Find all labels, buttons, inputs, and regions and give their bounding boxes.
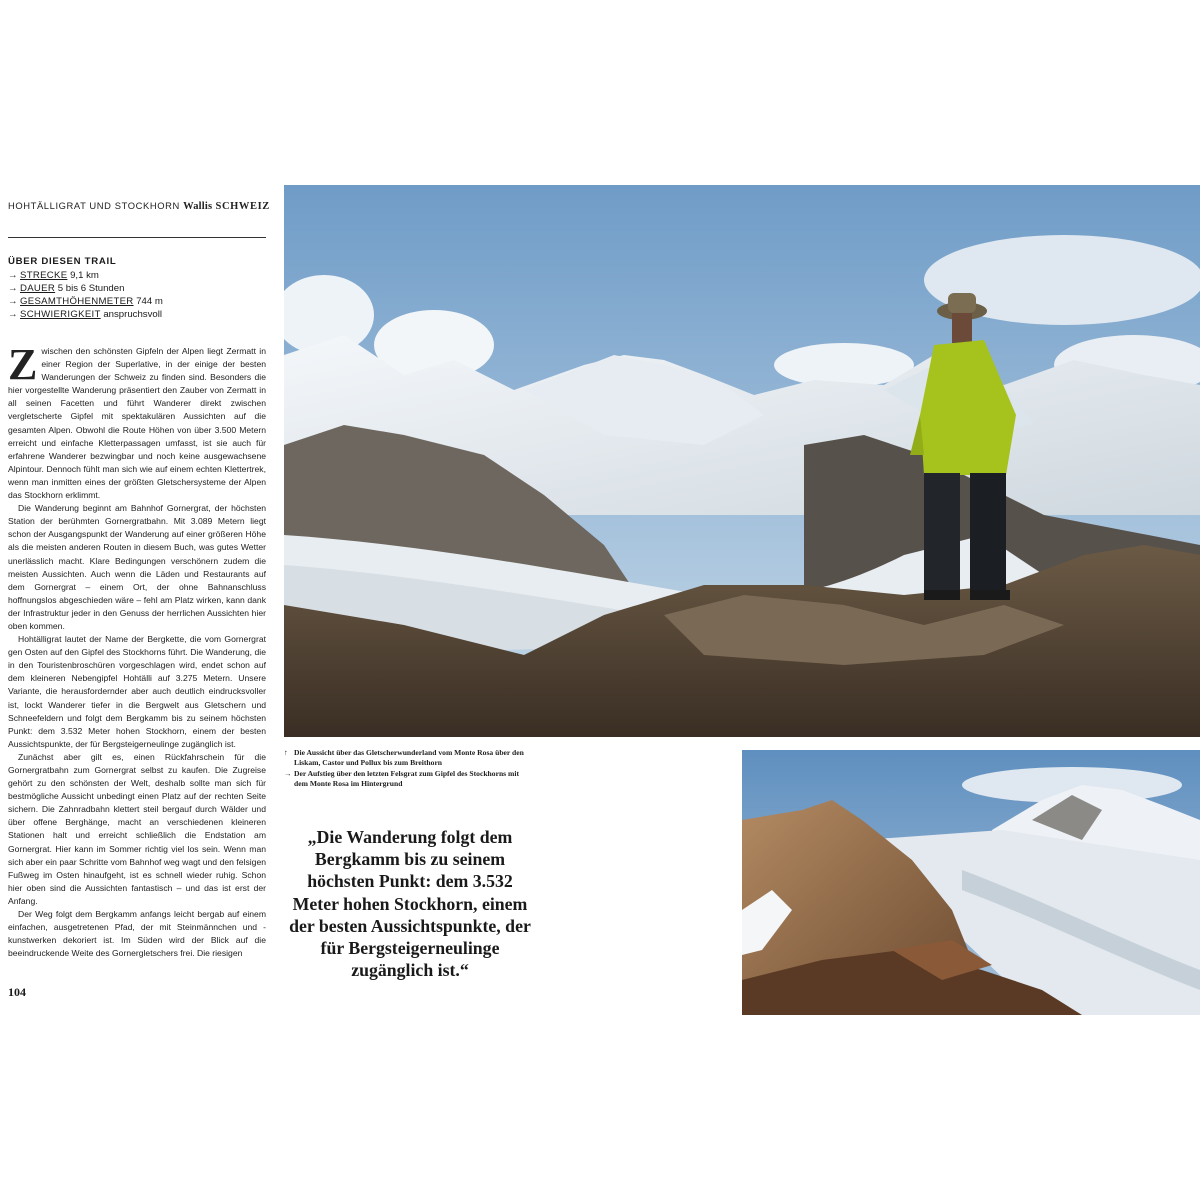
- trail-info-key: GESAMTHÖHENMETER: [20, 296, 134, 307]
- header-route: HOHTÄLLIGRAT UND STOCKHORN: [8, 200, 180, 211]
- main-photo-glacier-panorama: [284, 185, 1200, 737]
- body-paragraph: Zunächst aber gilt es, einen Rückfahrschein für die Gornergratbahn zum Gornergrat selbst zu kaufen. Die Zugreise gehört zu den schönsten der Welt, deshalb sollte man sich für bestmögliche Aussicht unbedingt einen Platz auf der rechten Seite sichern. Die Zahnradbahn klettert steil bergauf durch Wälder und über offene Berghänge, macht an verschiedenen kleineren Stationen halt und erreicht schließlich die Endstation am Gornergrat. Hier kann im Sommer richtig viel los sein. Wenn man sich aber ein paar Schritte vom Bahnhof weg wagt und den felsigen Fußweg im Osten hinaufgeht, ist es schnell wieder ruhig. Schon hier oben sind die Aussichten fantastisch – und das ist erst der Anfang.: [8, 751, 266, 906]
- photo-captions: [284, 748, 534, 790]
- secondary-photo-illustration: [742, 750, 1200, 1015]
- trail-info-row: [8, 295, 266, 308]
- arrow-right-icon: →: [8, 309, 18, 320]
- arrow-right-icon: →: [8, 296, 18, 307]
- arrow-up-icon: ↑: [284, 748, 288, 757]
- body-paragraph: Der Weg folgt dem Bergkamm anfangs leicht bergab auf einem einfachen, ausgetretenen Pfad, der mit Steinmännchen und -kunstwerken dekoriert ist. Im Süden wird der Blick auf die beeindruckende Weite des Gornergletschers frei. Die riesigen: [8, 909, 266, 959]
- arrow-right-icon: →: [8, 283, 18, 294]
- article-body: [8, 345, 266, 967]
- body-paragraph: [8, 345, 266, 502]
- body-paragraph: Die Wanderung beginnt am Bahnhof Gornergrat, der höchsten Station der berühmten Gornergratbahn. Mit 3.089 Metern liegt schon der Ausgangspunkt der Wanderung auf einer größeren Höhe als die meisten anderen Routen in diesem Buch, was gutes Wetter unerlässlich macht. Klare Bedingungen verschönern zudem die meisten Aussichten. Auch wenn die Läden und Restaurants auf dem Gornergrat – einem Ort, der ohne Bahnanschluss hoffnungslos abgeschieden wäre – fehl am Platz wirken, kann dank der Infrastruktur jeder in den Genuss der herrlichen Aussichten hier oben kommen.: [8, 503, 266, 631]
- running-header: [8, 200, 270, 212]
- trail-info-row: [8, 308, 266, 321]
- trail-info-value: anspruchsvoll: [103, 309, 162, 320]
- caption: [284, 748, 534, 769]
- drop-cap: Z: [8, 345, 38, 389]
- header-rule: [8, 237, 266, 238]
- page-number: 104: [8, 985, 26, 999]
- arrow-right-icon: →: [8, 270, 18, 281]
- trail-info-value: 744 m: [136, 296, 163, 307]
- trail-info-row: [8, 269, 266, 282]
- body-paragraph: Hohtälligrat lautet der Name der Bergkette, die vom Gornergrat gen Osten auf den Gipfel des Stockhorns führt. Die Wanderung, die in den Touristenbroschüren vorgeschlagen wird, endet schon auf dem kleineren Nebengipfel Hohtälli auf 3.275 Metern. Unsere Variante, die herausfordernder aber auch deutlich eindrucksvoller ist, lockt Wanderer tiefer in die Bergwelt aus Gletschern und Schneefeldern und folgt dem Bergkamm bis zu seinem höchsten Punkt: dem 3.532 Meter hohen Stockhorn, einem der besten Aussichtspunkte, der für Bergsteigerneulinge zugänglich ist.: [8, 634, 266, 749]
- arrow-right-icon: →: [284, 768, 292, 778]
- pull-quote: „Die Wanderung folgt dem Bergkamm bis zu seinem höchsten Punkt: dem 3.532 Meter hohen Stockhorn, einem der besten Aussichtspunkte, der für Bergsteigerneulinge zugänglich ist.“: [289, 827, 531, 981]
- trail-info-value: 9,1 km: [70, 270, 99, 281]
- trail-info-value: 5 bis 6 Stunden: [57, 283, 125, 294]
- header-country: SCHWEIZ: [215, 201, 270, 212]
- trail-info-row: [8, 282, 266, 295]
- trail-info-key: STRECKE: [20, 270, 68, 281]
- body-paragraph-text: wischen den schönsten Gipfeln der Alpen liegt Zermatt in einer Region der Superlative, in der einige der besten Wanderungen der Schweiz zu finden sind. Besonders die hier vorgestellte Wanderung präsentiert den Zauber von Zermatt in all seinen Facetten und führt Wanderer direkt zwischen vergletscherte Gipfel mit spektakulären Aussichten auf die gesamten Alpen. Obwohl die Route Höhen von über 3.500 Metern erreicht und einfache Kletterpassagen umfasst, ist sie auch für erfahrene Wanderer bezwingbar und noch keine ausgewachsene Alpintour. Dennoch fühlt man sich wie auf einem echten Klettertrek, wenn man inmitten eines der größten Gletschersysteme der Alpen das Stockhorn erklimmt.: [8, 346, 266, 501]
- trail-info-key: SCHWIERIGKEIT: [20, 309, 101, 320]
- caption: [284, 769, 534, 790]
- trail-info-heading: ÜBER DIESEN TRAIL: [8, 256, 117, 267]
- trail-info-box: [8, 255, 266, 321]
- header-region: Wallis: [183, 201, 213, 212]
- secondary-photo-ridge-ascent: [742, 750, 1200, 1015]
- trail-info-key: DAUER: [20, 283, 56, 294]
- caption-text: Die Aussicht über das Gletscherwunderland vom Monte Rosa über den Liskam, Castor und Pollux bis zum Breithorn: [294, 748, 524, 768]
- caption-text: Der Aufstieg über den letzten Felsgrat zum Gipfel des Stockhorns mit dem Monte Rosa im Hintergrund: [294, 768, 519, 789]
- main-photo-illustration: [284, 185, 1200, 737]
